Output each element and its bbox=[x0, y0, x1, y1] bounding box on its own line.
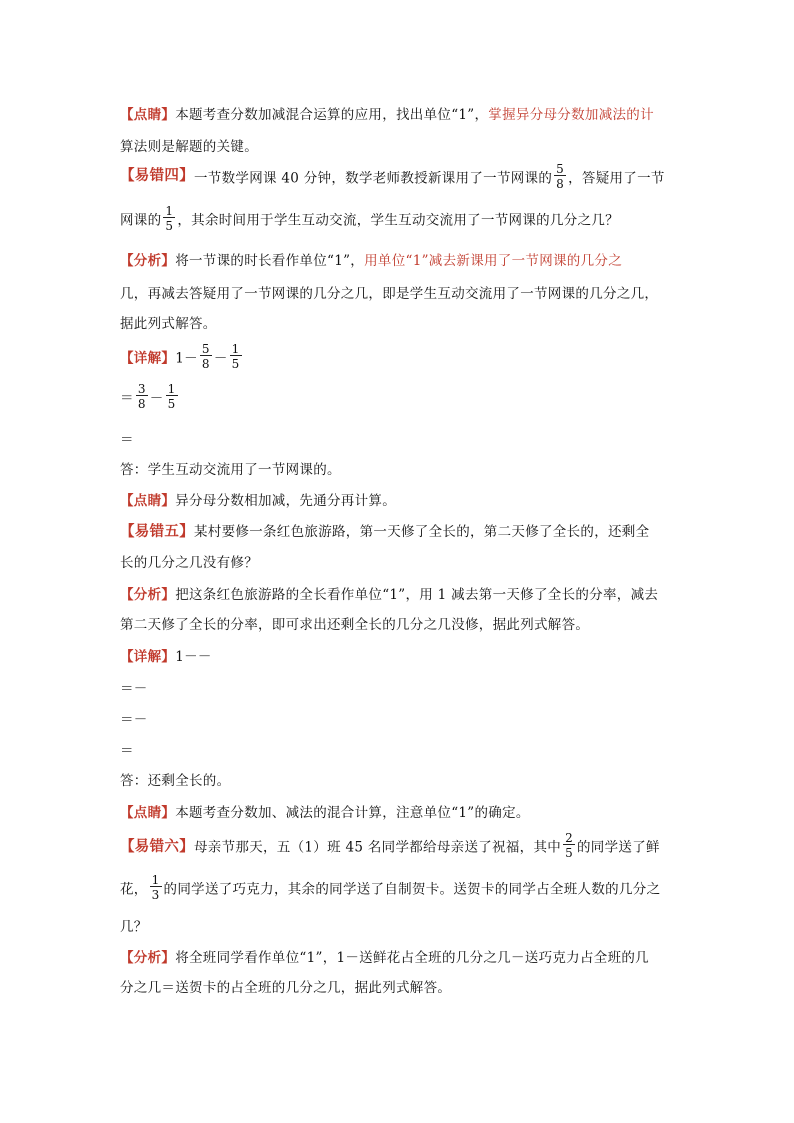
s3-analysis-tag: 【分析】 bbox=[120, 587, 176, 603]
s2-question-line-1 bbox=[120, 163, 665, 190]
s2-analysis-line-1 bbox=[120, 249, 622, 269]
s4-q-text-e: 几？ bbox=[120, 919, 148, 935]
frac-numerator: 1 bbox=[231, 342, 240, 356]
s2-calc3: ＝ bbox=[120, 432, 134, 448]
s2-calc-line-2 bbox=[120, 383, 180, 410]
s4-question-line-2 bbox=[120, 874, 660, 901]
frac-numerator: 1 bbox=[165, 204, 174, 218]
s1-line-1 bbox=[120, 103, 654, 123]
s3-q-text-b: 长的几分之几没有修？ bbox=[120, 555, 258, 571]
s4-analysis-text-a: 将全班同学看作单位“1”，1－送鲜花占全班的几分之几－送巧克力占全班的几 bbox=[175, 950, 649, 966]
s4-analysis-tag: 【分析】 bbox=[120, 950, 176, 966]
frac-numerator: 5 bbox=[201, 342, 210, 356]
s3-calc4: ＝ bbox=[120, 743, 134, 759]
frac-denominator: 8 bbox=[201, 357, 210, 371]
s2-calc2-fraction-1 bbox=[136, 383, 148, 410]
s2-calc2-fraction-2 bbox=[166, 383, 178, 410]
s2-fraction-2 bbox=[163, 205, 175, 232]
s4-analysis-line-1 bbox=[120, 946, 649, 966]
s3-tag: 【易错五】 bbox=[120, 523, 194, 540]
s3-question-line-1 bbox=[120, 520, 649, 541]
s2-analysis-tag: 【分析】 bbox=[120, 253, 176, 269]
frac-numerator: 1 bbox=[151, 873, 160, 887]
s4-fraction-2 bbox=[150, 874, 162, 901]
s2-analysis-text-d: 据此列式解答。 bbox=[120, 316, 217, 332]
s3-calc3: ＝－ bbox=[120, 712, 148, 728]
s2-analysis-line-2 bbox=[120, 282, 658, 302]
s2-analysis-text-b: 用单位“1”减去新课用了一节网课的几分之 bbox=[364, 253, 623, 269]
s2-calc1-b: － bbox=[213, 350, 228, 367]
frac-numerator: 2 bbox=[565, 831, 573, 845]
s2-question-line-2 bbox=[120, 205, 619, 232]
s3-analysis-text-b: 第二天修了全长的分率，即可求出还剩全长的几分之几没修，据此列式解答。 bbox=[120, 617, 590, 633]
frac-numerator: 3 bbox=[137, 382, 146, 396]
s3-tip-tag: 【点睛】 bbox=[120, 805, 176, 821]
s3-detail-tag: 【详解】 bbox=[120, 649, 176, 665]
s3-calc-line-3 bbox=[120, 708, 148, 728]
frac-numerator: 5 bbox=[556, 162, 565, 176]
s2-tip-text: 异分母分数相加减，先通分再计算。 bbox=[175, 493, 397, 509]
s2-calc1-fraction-1 bbox=[200, 343, 212, 370]
s1-text-c: 算法则是解题的关键。 bbox=[120, 139, 258, 155]
s1-text-a: 本题考查分数加减混合运算的应用，找出单位“1”， bbox=[175, 107, 489, 123]
frac-denominator: 5 bbox=[167, 397, 176, 411]
s3-q-text-a: 某村要修一条红色旅游路，第一天修了全长的，第二天修了全长的，还剩全 bbox=[194, 524, 650, 540]
s2-answer-text: 答：学生互动交流用了一节网课的。 bbox=[120, 462, 341, 478]
s2-fraction-1 bbox=[554, 163, 566, 190]
s4-analysis-text-b: 分之几＝送贺卡的占全班的几分之几，据此列式解答。 bbox=[120, 980, 452, 996]
s2-q-text-c: 网课的 bbox=[120, 212, 162, 229]
frac-denominator: 3 bbox=[151, 888, 160, 902]
s4-fraction-1 bbox=[563, 832, 575, 859]
s2-tip bbox=[120, 489, 396, 509]
s4-q-text-d: 的同学送了巧克力，其余的同学送了自制贺卡。送贺卡的同学占全班人数的几分之 bbox=[163, 881, 661, 898]
s3-analysis-line-1 bbox=[120, 583, 658, 603]
s4-question-line-1 bbox=[120, 832, 660, 859]
frac-denominator: 5 bbox=[165, 219, 174, 233]
s3-calc2: ＝－ bbox=[120, 681, 148, 697]
s2-tip-tag: 【点睛】 bbox=[120, 493, 176, 509]
s1-tag: 【点睛】 bbox=[120, 107, 176, 123]
s2-calc1-a: 1－ bbox=[175, 350, 198, 367]
s2-analysis-line-3 bbox=[120, 312, 217, 332]
s2-q-text-b: ，答疑用了一节 bbox=[568, 170, 665, 187]
s2-calc2-b: － bbox=[149, 390, 164, 407]
s3-answer bbox=[120, 769, 230, 789]
s4-q-text-c: 花， bbox=[120, 881, 148, 898]
s2-calc2-a: ＝ bbox=[120, 390, 134, 407]
s3-calc-line-4 bbox=[120, 739, 134, 759]
frac-denominator: 8 bbox=[137, 397, 146, 411]
s2-q-text-d: ，其余时间用于学生互动交流，学生互动交流用了一节网课的几分之几？ bbox=[177, 212, 619, 229]
frac-denominator: 5 bbox=[231, 357, 240, 371]
s2-tag: 【易错四】 bbox=[120, 167, 194, 184]
s3-calc-line-2 bbox=[120, 677, 148, 697]
s2-calc1-fraction-2 bbox=[230, 343, 242, 370]
s3-answer-text: 答：还剩全长的。 bbox=[120, 773, 231, 789]
s3-question-line-2 bbox=[120, 551, 258, 571]
s1-line-2 bbox=[120, 135, 258, 155]
s3-analysis-line-2 bbox=[120, 613, 589, 633]
frac-denominator: 5 bbox=[565, 846, 573, 860]
s3-analysis-text-a: 把这条红色旅游路的全长看作单位“1”，用 1 减去第一天修了全长的分率，减去 bbox=[175, 587, 659, 603]
s3-calc-line-1 bbox=[120, 645, 212, 665]
s3-tip bbox=[120, 801, 530, 821]
s2-analysis-text-c: 几，再减去答疑用了一节网课的几分之几，即是学生互动交流用了一节网课的几分之几， bbox=[120, 286, 659, 302]
s2-q-text-a: 一节数学网课 40 分钟，数学老师教授新课用了一节网课的 bbox=[194, 170, 553, 187]
s2-calc-line-1 bbox=[120, 343, 244, 370]
s4-analysis-line-2 bbox=[120, 976, 451, 996]
s3-calc1: 1－－ bbox=[175, 649, 212, 665]
s2-answer bbox=[120, 458, 341, 478]
s2-analysis-text-a: 将一节课的时长看作单位“1”， bbox=[175, 253, 365, 269]
s4-tag: 【易错六】 bbox=[120, 838, 194, 855]
s1-text-b: 掌握异分母分数加减法的计 bbox=[488, 107, 654, 123]
s3-tip-text: 本题考查分数加、减法的混合计算，注意单位“1”的确定。 bbox=[175, 805, 530, 821]
s4-q-text-b: 的同学送了鲜 bbox=[577, 839, 660, 856]
frac-numerator: 1 bbox=[167, 382, 176, 396]
frac-denominator: 8 bbox=[556, 177, 565, 191]
s4-q-text-a: 母亲节那天，五（1）班 45 名同学都给母亲送了祝福，其中 bbox=[194, 839, 562, 856]
s2-calc-line-3 bbox=[120, 428, 134, 448]
s2-detail-tag: 【详解】 bbox=[120, 350, 176, 367]
s4-question-line-3 bbox=[120, 915, 148, 935]
